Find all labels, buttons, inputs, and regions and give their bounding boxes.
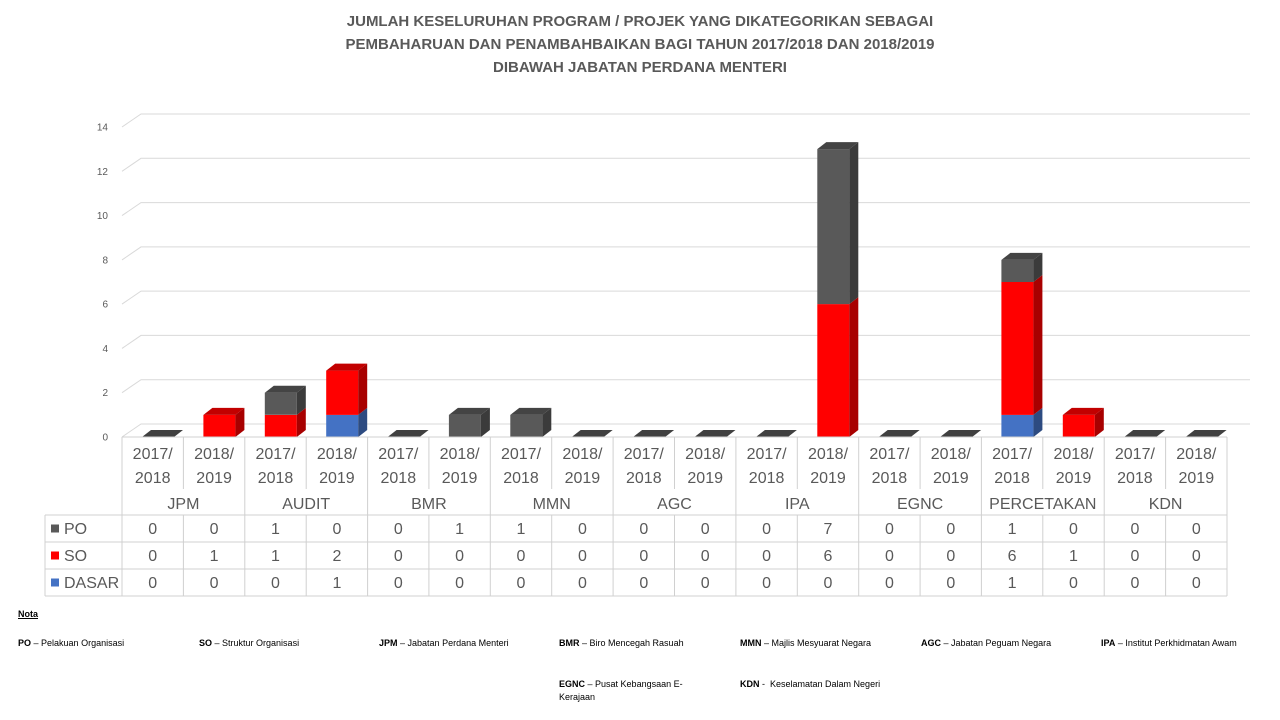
x-period-label: 2017/	[500, 446, 542, 463]
bar-jpm-2018-2019	[203, 408, 244, 437]
table-value-po: 1	[1007, 521, 1017, 538]
bar-zero-top-agc-2018-2019	[695, 430, 736, 437]
nota-abbr: PO	[18, 638, 32, 648]
nota-desc: – Pusat Kebangsaan E-Kerajaan	[559, 679, 683, 702]
x-period-label: 2019	[441, 470, 478, 487]
x-period-label: 2017/	[992, 446, 1033, 463]
table-value-so: 0	[1191, 548, 1201, 565]
bar-segment-so-ipa-2018-2019	[817, 297, 858, 437]
nota-desc: – Pelakuan Organisasi	[33, 638, 125, 648]
x-period-label: 2017/	[132, 446, 173, 463]
nota-desc: – Majlis Mesyuarat Negara	[764, 638, 872, 648]
table-value-dasar: 0	[271, 575, 280, 592]
x-group-label-mmn: MMN	[532, 496, 571, 513]
x-period-label: 2019	[1178, 470, 1215, 487]
table-value-dasar: 0	[577, 575, 587, 592]
nota-item-kdn	[740, 678, 880, 691]
nota-abbr: IPA	[1101, 638, 1116, 648]
table-value-po: 0	[393, 521, 403, 538]
nota-item-ipa	[1101, 637, 1237, 650]
table-value-dasar: 1	[1007, 575, 1017, 592]
bar-zero-top-ipa-2017-2018	[756, 430, 797, 437]
legend-label-po: PO	[64, 521, 88, 538]
x-period-label: 2018	[503, 470, 539, 487]
bar-front-po-bmr-2018-2019	[449, 415, 481, 437]
table-value-po: 0	[884, 521, 894, 538]
x-period-label: 2017/	[746, 446, 787, 463]
table-value-dasar: 0	[1130, 575, 1140, 592]
x-period-label: 2018	[994, 470, 1030, 487]
chart-title	[0, 10, 1280, 79]
y-tick-label-10: 10	[96, 211, 108, 223]
bar-zero-top-agc-2017-2018	[633, 430, 674, 437]
x-group-label-jpm: JPM	[167, 496, 200, 513]
table-value-so: 6	[1007, 548, 1017, 565]
table-value-so: 6	[823, 548, 833, 565]
nota-abbr: BMR	[559, 638, 580, 648]
legend-label-dasar: DASAR	[64, 575, 120, 592]
table-value-dasar: 0	[516, 575, 526, 592]
table-value-po: 1	[455, 521, 465, 538]
y-tick-label-0: 0	[102, 432, 108, 444]
bar-percetakan-2018-2019	[1063, 408, 1104, 437]
data-table	[45, 437, 1227, 596]
x-group-label-percetakan: PERCETAKAN	[989, 496, 1097, 513]
legend-key-po	[51, 525, 59, 533]
nota-abbr: EGNC	[559, 679, 586, 689]
bar-front-so-audit-2018-2019	[326, 371, 358, 415]
bar-mmn-2017-2018	[510, 408, 551, 437]
x-period-label: 2019	[196, 470, 232, 487]
y-tick-label-8: 8	[102, 255, 108, 267]
bar-zero-top-kdn-2018-2019	[1186, 430, 1227, 437]
x-period-label: 2017/	[869, 446, 910, 463]
table-value-po: 0	[332, 521, 342, 538]
nota-desc: - Keselamatan Dalam Negeri	[762, 679, 881, 689]
table-value-dasar: 0	[639, 575, 649, 592]
table-value-dasar: 0	[946, 575, 956, 592]
table-value-so: 0	[762, 548, 772, 565]
bar-segment-so-audit-2018-2019	[326, 364, 367, 415]
table-value-po: 0	[762, 521, 772, 538]
chart-title-line-2: PEMBAHARUAN DAN PENAMBAHBAIKAN BAGI TAHUN 2017/2018 DAN 2018/2019	[345, 36, 935, 53]
table-value-so: 0	[946, 548, 956, 565]
x-group-label-bmr: BMR	[411, 496, 447, 513]
bar-side-po-ipa-2018-2019	[849, 142, 858, 304]
table-value-so: 0	[393, 548, 403, 565]
nota-abbr: JPM	[379, 638, 398, 648]
table-value-so: 0	[516, 548, 526, 565]
table-value-dasar: 1	[332, 575, 342, 592]
table-value-po: 1	[271, 521, 280, 538]
gridline-14	[122, 114, 1250, 127]
bar-front-po-percetakan-2017-2018	[1001, 260, 1033, 282]
x-period-label: 2018/	[930, 446, 971, 463]
x-period-label: 2019	[1055, 470, 1092, 487]
bar-kdn-2018-2019	[1186, 430, 1227, 437]
gridline-10	[122, 203, 1250, 216]
bars	[142, 142, 1227, 437]
bar-bmr-2017-2018	[388, 430, 429, 437]
bar-kdn-2017-2018	[1124, 430, 1165, 437]
x-period-label: 2018/	[439, 446, 480, 463]
y-tick-label-2: 2	[102, 388, 108, 400]
table-value-po: 0	[1069, 521, 1078, 538]
x-period-label: 2017/	[255, 446, 296, 463]
x-period-label: 2019	[810, 470, 846, 487]
x-period-label: 2018/	[562, 446, 603, 463]
bar-bmr-2018-2019	[449, 408, 490, 437]
nota-item-po	[18, 637, 124, 650]
x-period-label: 2017/	[1114, 446, 1155, 463]
x-period-label: 2017/	[378, 446, 419, 463]
table-value-po: 7	[823, 521, 833, 538]
bar-front-so-audit-2017-2018	[265, 415, 297, 437]
table-value-dasar: 0	[148, 575, 158, 592]
table-value-so: 0	[455, 548, 465, 565]
bar-zero-top-egnc-2018-2019	[940, 430, 981, 437]
table-value-so: 0	[1130, 548, 1140, 565]
table-value-so: 1	[209, 548, 219, 565]
table-value-so: 1	[271, 548, 280, 565]
x-group-label-kdn: KDN	[1148, 496, 1183, 513]
bar-front-dasar-audit-2018-2019	[326, 415, 358, 437]
gridline-8	[122, 247, 1250, 260]
bar-egnc-2017-2018	[879, 430, 920, 437]
bar-agc-2017-2018	[633, 430, 674, 437]
gridline-12	[122, 158, 1250, 171]
table-value-po: 0	[639, 521, 649, 538]
x-group-label-audit: AUDIT	[282, 496, 331, 513]
table-value-so: 2	[332, 548, 342, 565]
legend-key-dasar	[51, 579, 59, 587]
table-value-dasar: 0	[209, 575, 219, 592]
nota-item-bmr	[559, 637, 684, 650]
chart-title-line-1: JUMLAH KESELURUHAN PROGRAM / PROJEK YANG DIKATEGORIKAN SEBAGAI	[346, 13, 934, 30]
table-value-so: 0	[884, 548, 894, 565]
bar-agc-2018-2019	[695, 430, 736, 437]
table-value-so: 0	[700, 548, 710, 565]
table-value-po: 0	[946, 521, 956, 538]
gridline-4	[122, 335, 1250, 348]
nota-abbr: KDN	[740, 679, 760, 689]
table-value-so: 0	[639, 548, 649, 565]
nota-desc: – Jabatan Peguam Negara	[943, 638, 1052, 648]
bar-front-so-percetakan-2018-2019	[1063, 415, 1095, 437]
bar-front-so-ipa-2018-2019	[817, 304, 849, 437]
table-value-po: 1	[516, 521, 526, 538]
table-value-po: 0	[1191, 521, 1201, 538]
nota-desc: – Biro Mencegah Rasuah	[582, 638, 684, 648]
table-value-po: 0	[148, 521, 158, 538]
y-tick-label-14: 14	[96, 122, 108, 134]
x-group-label-egnc: EGNC	[896, 496, 944, 513]
bar-zero-top-bmr-2017-2018	[388, 430, 429, 437]
x-period-label: 2018	[748, 470, 785, 487]
bar-audit-2018-2019	[326, 364, 367, 437]
nota-item-so	[199, 637, 299, 650]
bar-front-po-audit-2017-2018	[265, 393, 297, 415]
bar-ipa-2018-2019	[817, 142, 858, 437]
table-value-dasar: 0	[823, 575, 833, 592]
bar-zero-top-mmn-2018-2019	[572, 430, 613, 437]
nota-item-egnc	[559, 678, 699, 704]
y-axis	[97, 123, 109, 444]
bar-ipa-2017-2018	[756, 430, 797, 437]
x-period-label: 2018	[1117, 470, 1153, 487]
bar-mmn-2018-2019	[572, 430, 613, 437]
bar-front-so-jpm-2018-2019	[203, 415, 235, 437]
bar-side-so-percetakan-2017-2018	[1033, 275, 1042, 415]
bar-segment-so-percetakan-2017-2018	[1001, 275, 1042, 415]
x-period-label: 2018	[871, 470, 908, 487]
x-period-label: 2019	[933, 470, 969, 487]
table-value-po: 0	[700, 521, 710, 538]
bar-side-so-audit-2018-2019	[358, 364, 367, 415]
x-period-label: 2018/	[194, 446, 235, 463]
nota-abbr: AGC	[921, 638, 941, 648]
table-value-po: 0	[1130, 521, 1140, 538]
table-value-so: 0	[148, 548, 158, 565]
x-period-label: 2018/	[1176, 446, 1217, 463]
x-group-label-ipa: IPA	[784, 496, 810, 513]
bar-jpm-2017-2018	[142, 430, 183, 437]
x-period-label: 2018	[134, 470, 171, 487]
x-period-label: 2018/	[316, 446, 357, 463]
bar-side-so-ipa-2018-2019	[849, 297, 858, 437]
x-period-label: 2019	[687, 470, 723, 487]
table-value-po: 0	[209, 521, 219, 538]
x-period-label: 2018/	[1053, 446, 1094, 463]
x-group-label-agc: AGC	[657, 496, 692, 513]
nota-desc: – Jabatan Perdana Menteri	[400, 638, 509, 648]
table-value-dasar: 0	[455, 575, 465, 592]
table-value-so: 1	[1069, 548, 1078, 565]
y-tick-label-6: 6	[102, 299, 108, 311]
bar-zero-top-jpm-2017-2018	[142, 430, 183, 437]
chart-title-line-3: DIBAWAH JABATAN PERDANA MENTERI	[493, 59, 787, 76]
table-value-dasar: 0	[762, 575, 772, 592]
bar-front-po-ipa-2018-2019	[817, 149, 849, 304]
x-period-label: 2017/	[623, 446, 664, 463]
bar-audit-2017-2018	[265, 386, 306, 437]
nota-desc: – Institut Perkhidmatan Awam	[1117, 638, 1237, 648]
bar-egnc-2018-2019	[940, 430, 981, 437]
nota-item-mmn	[740, 637, 871, 650]
table-value-dasar: 0	[1069, 575, 1078, 592]
legend-key-so	[51, 552, 59, 560]
legend-label-so: SO	[64, 548, 88, 565]
bar-segment-po-ipa-2018-2019	[817, 142, 858, 304]
bar-zero-top-kdn-2017-2018	[1124, 430, 1165, 437]
nota-abbr: SO	[199, 638, 213, 648]
bar-front-po-mmn-2017-2018	[510, 415, 542, 437]
x-period-label: 2019	[319, 470, 355, 487]
x-period-label: 2018	[626, 470, 662, 487]
table-value-po: 0	[577, 521, 587, 538]
table-value-so: 0	[577, 548, 587, 565]
table-value-dasar: 0	[884, 575, 894, 592]
table-value-dasar: 0	[1191, 575, 1201, 592]
x-period-label: 2018	[257, 470, 294, 487]
nota-item-jpm	[379, 637, 509, 650]
x-period-label: 2018	[380, 470, 417, 487]
bar-front-so-percetakan-2017-2018	[1001, 282, 1033, 415]
bar-front-dasar-percetakan-2017-2018	[1001, 415, 1033, 437]
x-period-label: 2018/	[807, 446, 849, 463]
nota-item-agc	[921, 637, 1051, 650]
y-tick-label-4: 4	[102, 343, 108, 355]
x-period-label: 2019	[564, 470, 601, 487]
nota-heading: Nota	[18, 609, 38, 619]
nota-abbr: MMN	[740, 638, 762, 648]
table-value-dasar: 0	[700, 575, 710, 592]
bar-percetakan-2017-2018	[1001, 253, 1042, 437]
bar-zero-top-egnc-2017-2018	[879, 430, 920, 437]
y-tick-label-12: 12	[96, 166, 108, 178]
x-period-label: 2018/	[685, 446, 726, 463]
nota-desc: – Struktur Organisasi	[214, 638, 300, 648]
table-value-dasar: 0	[393, 575, 403, 592]
gridline-6	[122, 291, 1250, 304]
